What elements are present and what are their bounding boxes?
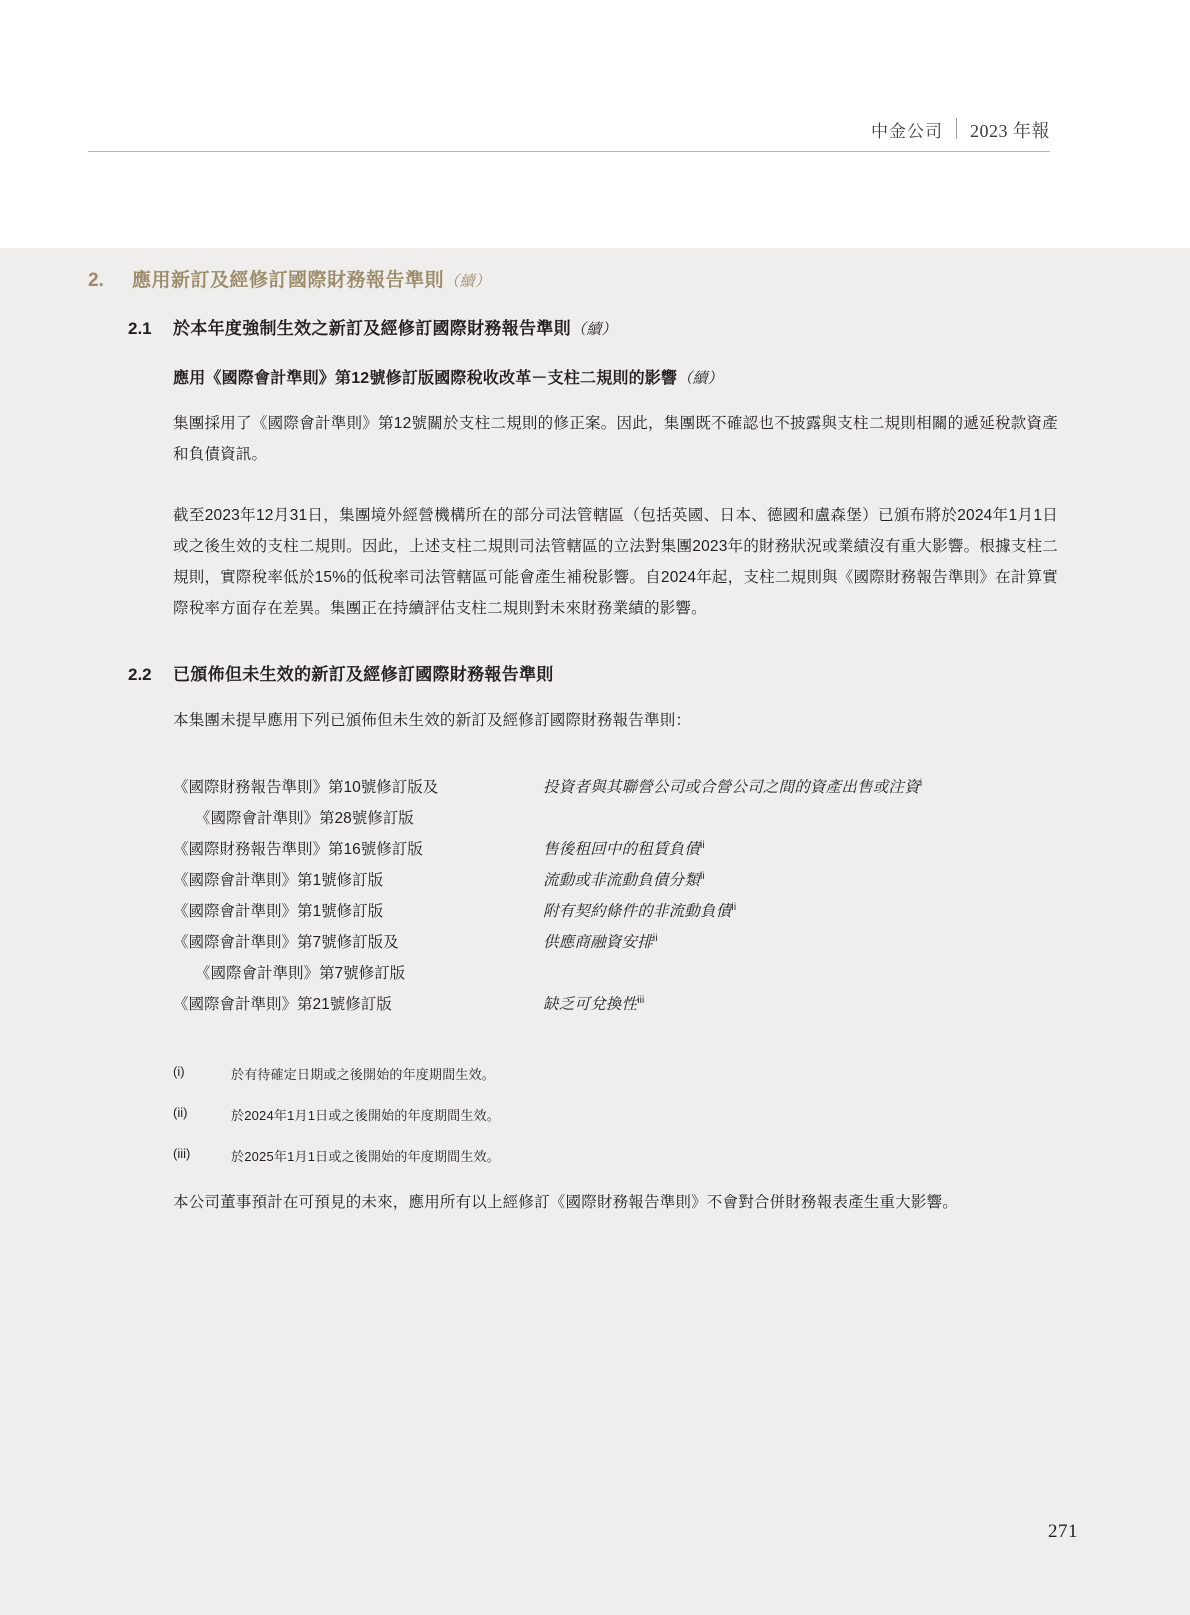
paragraph-heading-continued-mark: （續） <box>677 370 723 387</box>
footnote-item <box>173 1146 1058 1165</box>
page-header <box>88 96 1050 152</box>
subsection-2-1-number: 2.1 <box>128 319 152 338</box>
subsection-2-2-intro: 本集團未提早應用下列已頒佈但未生效的新訂及經修訂國際財務報告準則： <box>173 712 692 729</box>
footnote-mark: (iii) <box>173 1146 191 1161</box>
subsection-2-1-continued-mark: （續） <box>570 321 617 338</box>
paragraph-2: 截至2023年12月31日，集團境外經營機構所在的部分司法管轄區（包括英國、日本、德國和盧森堡）已頒布將於2024年1月1日或之後生效的支柱二規則。因此，上述支柱二規則司法管轄區的立法對集團2023年的財務狀況或業績沒有重大影響。根據支柱二規則，實際稅率低於15%的低稅率司法管轄區可能會產生補稅影響。自2024年起，支柱二規則與《國際財務報告準則》在計算實際稅率方面存在差異。集團正在持續評估支柱二規則對未來財務業績的影響。 <box>173 507 1058 617</box>
header-report-year: 2023 年報 <box>970 121 1050 141</box>
standard-note-mark: iii <box>637 994 645 1006</box>
standard-name: 《國際會計準則》第1號修訂版 <box>173 872 384 889</box>
standard-subject-text: 售後租回中的租賃負債 <box>543 841 701 858</box>
header-company-name: 中金公司 <box>871 122 943 141</box>
section-title-text: 應用新訂及經修訂國際財務報告準則 <box>132 270 445 291</box>
standard-subject-text: 缺乏可兌換性 <box>543 996 638 1013</box>
standard-subject-text: 流動或非流動負債分類 <box>543 872 701 889</box>
subsection-2-1-title <box>173 314 617 339</box>
standard-subject-text: 附有契約條件的非流動負債 <box>543 903 732 920</box>
closing-paragraph: 本公司董事預計在可預見的未來，應用所有以上經修訂《國際財務報告準則》不會對合併財務報表產生重大影響。 <box>173 1194 959 1211</box>
standards-row-continued <box>173 803 1058 834</box>
header-rule <box>88 151 1050 152</box>
footnote-text: 於有待確定日期或之後開始的年度期間生效。 <box>231 1067 496 1082</box>
standard-name-second-line: 《國際會計準則》第28號修訂版 <box>195 810 414 827</box>
footnote-mark: (ii) <box>173 1105 188 1120</box>
paragraph-heading-text: 應用《國際會計準則》第12號修訂版國際稅收改革－支柱二規則的影響 <box>173 370 678 387</box>
subsection-2-2-title: 已頒佈但未生效的新訂及經修訂國際財務報告準則 <box>173 665 554 684</box>
standard-subject <box>543 896 736 927</box>
standard-note-mark: ii <box>652 932 658 944</box>
subsection-2-1-body <box>88 365 1058 624</box>
standards-row <box>173 865 1058 896</box>
subsection-2-2-heading <box>88 660 1078 685</box>
subsection-2-1-heading <box>88 314 1078 339</box>
subsection-2-1-title-text: 於本年度強制生效之新訂及經修訂國際財務報告準則 <box>173 319 571 338</box>
standard-name: 《國際會計準則》第1號修訂版 <box>173 903 384 920</box>
footnote-mark: (i) <box>173 1064 185 1079</box>
footnote-text: 於2025年1月1日或之後開始的年度期間生效。 <box>231 1149 500 1164</box>
standard-name: 《國際會計準則》第21號修訂版 <box>173 996 392 1013</box>
standard-subject <box>543 865 705 896</box>
page-content <box>88 265 1078 1218</box>
standard-note-mark: ii <box>700 839 705 851</box>
footnotes-list <box>173 1064 1058 1165</box>
footnote-item <box>173 1064 1058 1083</box>
standards-row <box>173 896 1058 927</box>
section-title <box>132 265 491 292</box>
section-heading <box>88 265 1078 292</box>
section-number: 2. <box>88 270 104 291</box>
standard-subject <box>543 989 644 1020</box>
standard-subject-text: 供應商融資安排 <box>543 934 653 951</box>
standard-note-mark: ii <box>700 870 705 882</box>
subsection-2-2-body <box>88 705 1058 1218</box>
paragraph-1: 集團採用了《國際會計準則》第12號關於支柱二規則的修正案。因此，集團既不確認也不披露與支柱二規則相關的遞延稅款資產和負債資訊。 <box>173 415 1058 463</box>
standard-name-second-line: 《國際會計準則》第7號修訂版 <box>195 965 406 982</box>
standards-row <box>173 834 1058 865</box>
page-number: 271 <box>1048 1521 1078 1542</box>
paragraph-heading <box>173 365 1058 388</box>
standards-row <box>173 927 1058 958</box>
footnote-text: 於2024年1月1日或之後開始的年度期間生效。 <box>231 1108 500 1123</box>
standard-note-mark: ii <box>731 901 737 913</box>
standard-subject-text: 投資者與其聯營公司或合營公司之間的資產出售或注資 <box>543 779 920 796</box>
section-continued-mark: （續） <box>444 273 491 290</box>
standards-row <box>173 989 1058 1020</box>
standard-name: 《國際財務報告準則》第10號修訂版及 <box>173 779 439 796</box>
standards-row <box>173 772 1058 803</box>
standard-subject <box>543 772 922 803</box>
standards-list <box>173 772 1058 1020</box>
footnote-item <box>173 1105 1058 1124</box>
standard-note-mark: i <box>919 777 923 789</box>
standard-subject <box>543 927 658 958</box>
standard-name: 《國際財務報告準則》第16號修訂版 <box>173 841 423 858</box>
standards-row-continued <box>173 958 1058 989</box>
standard-name: 《國際會計準則》第7號修訂版及 <box>173 934 399 951</box>
standard-subject <box>543 834 705 865</box>
subsection-2-2-number: 2.2 <box>128 665 152 684</box>
